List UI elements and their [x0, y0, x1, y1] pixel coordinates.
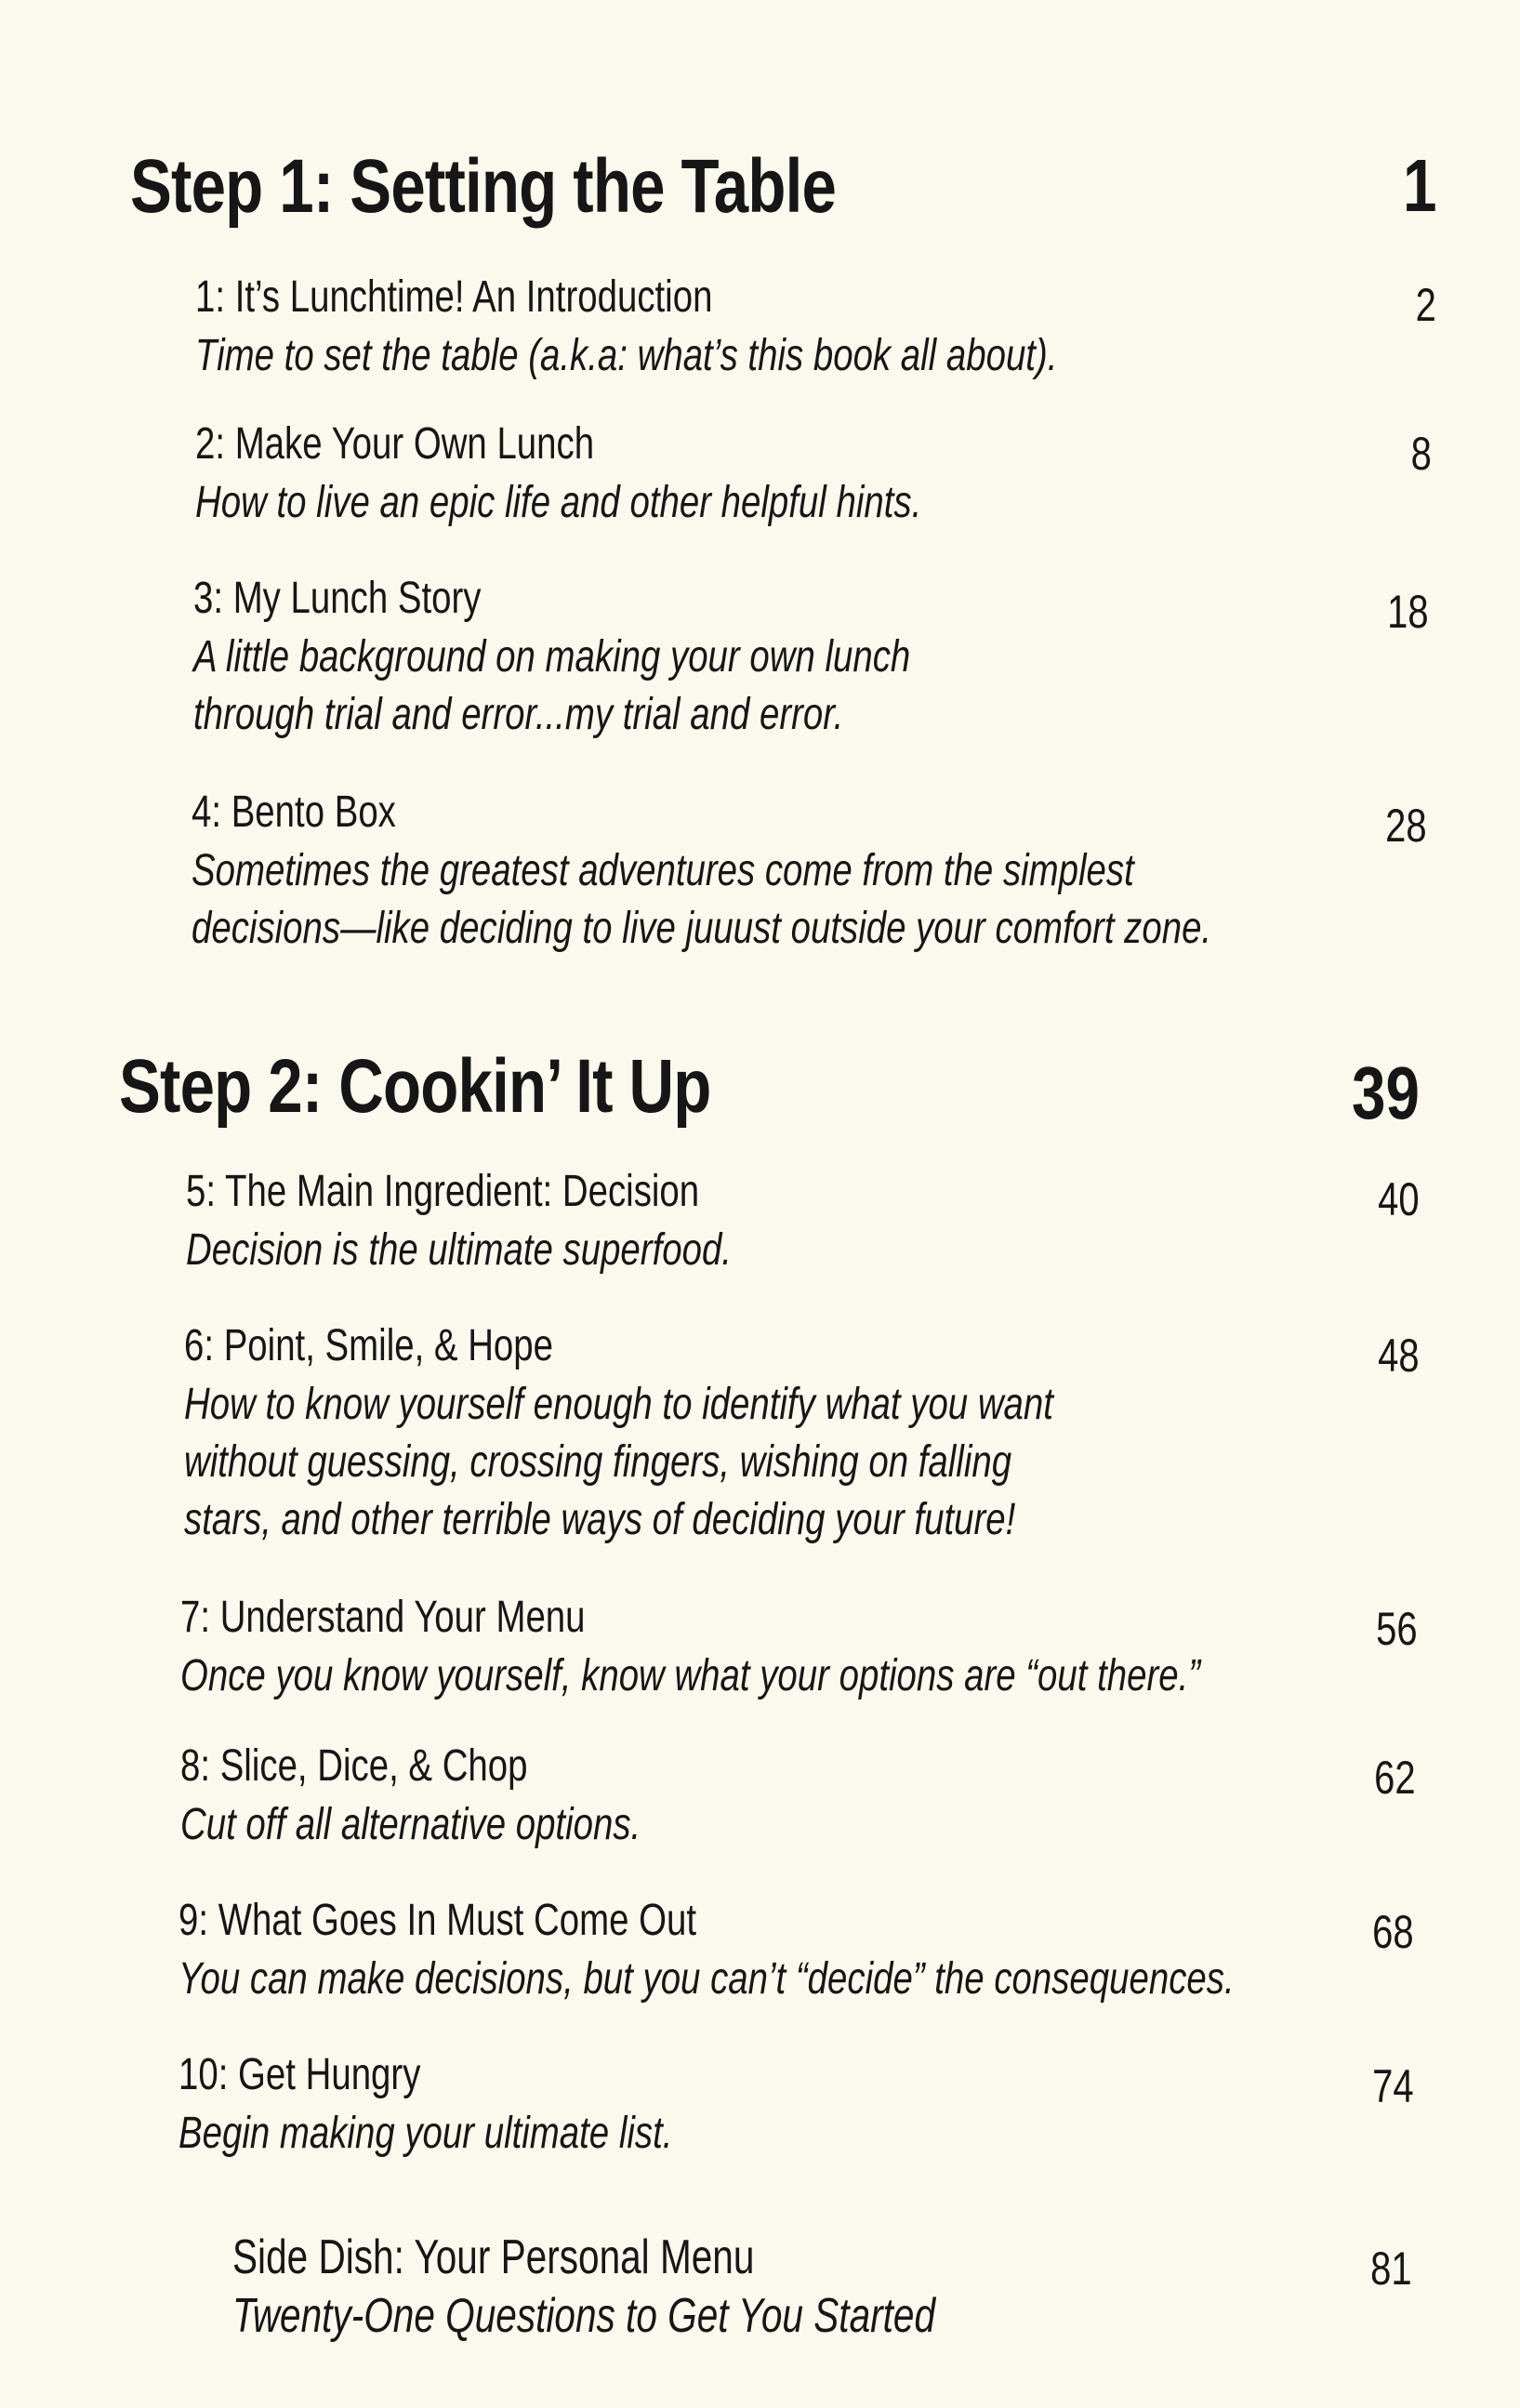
entry-title: 10: Get Hungry	[178, 2050, 421, 2099]
entry-description-line: decisions—like deciding to live juuust outside your comfort zone.	[192, 904, 1212, 953]
section-2-title: Step 2: Cookin’ It Up	[119, 1044, 711, 1129]
entry-title: 5: The Main Ingredient: Decision	[186, 1167, 700, 1216]
entry-description-line: through trial and error...my trial and error.	[193, 690, 844, 739]
toc-entry-5	[186, 1162, 868, 1279]
entry-page-number: 18	[1387, 586, 1429, 638]
entry-description-line: Begin making your ultimate list.	[178, 2109, 673, 2158]
toc-entry-9	[178, 1891, 1499, 2008]
entry-title: 1: It’s Lunchtime! An Introduction	[195, 272, 713, 322]
entry-description-line: How to know yourself enough to identify what you want	[184, 1380, 1053, 1429]
section-1-title: Step 1: Setting the Table	[130, 144, 837, 229]
side-dish-title: Side Dish: Your Personal Menu	[232, 2230, 755, 2284]
entry-title: 6: Point, Smile, & Hope	[184, 1321, 553, 1370]
entry-page-number: 74	[1372, 2060, 1414, 2112]
section-1-page-number: 1	[1402, 144, 1436, 227]
entry-description-line: stars, and other terrible ways of deciding your future!	[184, 1495, 1016, 1544]
entry-description-line: Once you know yourself, know what your options are “out there.”	[180, 1651, 1201, 1700]
entry-description-line: without guessing, crossing fingers, wishing on falling	[184, 1437, 1012, 1487]
entry-description-line: Time to set the table (a.k.a: what’s this book all about).	[195, 331, 1058, 380]
toc-entry-8	[180, 1737, 756, 1854]
toc-entry-1	[195, 268, 1273, 385]
entry-description-line: Cut off all alternative options.	[180, 1800, 641, 1849]
entry-page-number: 56	[1376, 1603, 1418, 1655]
entry-page-number: 28	[1385, 800, 1427, 852]
entry-page-number: 8	[1410, 428, 1432, 480]
entry-title: 9: What Goes In Must Come Out	[178, 1896, 697, 1945]
entry-title: 8: Slice, Dice, & Chop	[180, 1741, 528, 1791]
entry-page-number: 48	[1378, 1330, 1420, 1382]
toc-entry-4	[192, 783, 1466, 958]
entry-title: 4: Bento Box	[192, 787, 396, 837]
entry-description-line: You can make decisions, but you can’t “decide” the consequences.	[178, 1954, 1235, 2004]
entry-page-number: 68	[1372, 1906, 1414, 1958]
section-2-page-number: 39	[1352, 1052, 1420, 1134]
toc-entry-2	[195, 415, 1104, 532]
entry-title: 7: Understand Your Menu	[180, 1593, 586, 1642]
entry-description-line: A little background on making your own lunch	[193, 632, 911, 681]
side-dish-description: Twenty-One Questions to Get You Started	[232, 2289, 936, 2343]
toc-entry-6	[184, 1316, 1271, 1549]
entry-title: 3: My Lunch Story	[193, 574, 482, 623]
toc-side-dish	[232, 2228, 1133, 2345]
toc-entry-10	[178, 2045, 796, 2163]
entry-description-line: Sometimes the greatest adventures come from the simplest	[192, 846, 1134, 895]
entry-page-number: 2	[1415, 279, 1436, 331]
entry-description-line: Decision is the ultimate superfood.	[186, 1225, 732, 1275]
entry-page-number: 40	[1378, 1173, 1420, 1225]
entry-title: 2: Make Your Own Lunch	[195, 419, 595, 469]
toc-entry-7	[180, 1588, 1455, 1705]
entry-description-line: How to live an epic life and other helpful hints.	[195, 478, 922, 527]
toc-entry-3	[193, 569, 1090, 744]
side-dish-page-number: 81	[1370, 2243, 1412, 2295]
entry-page-number: 62	[1374, 1752, 1416, 1804]
